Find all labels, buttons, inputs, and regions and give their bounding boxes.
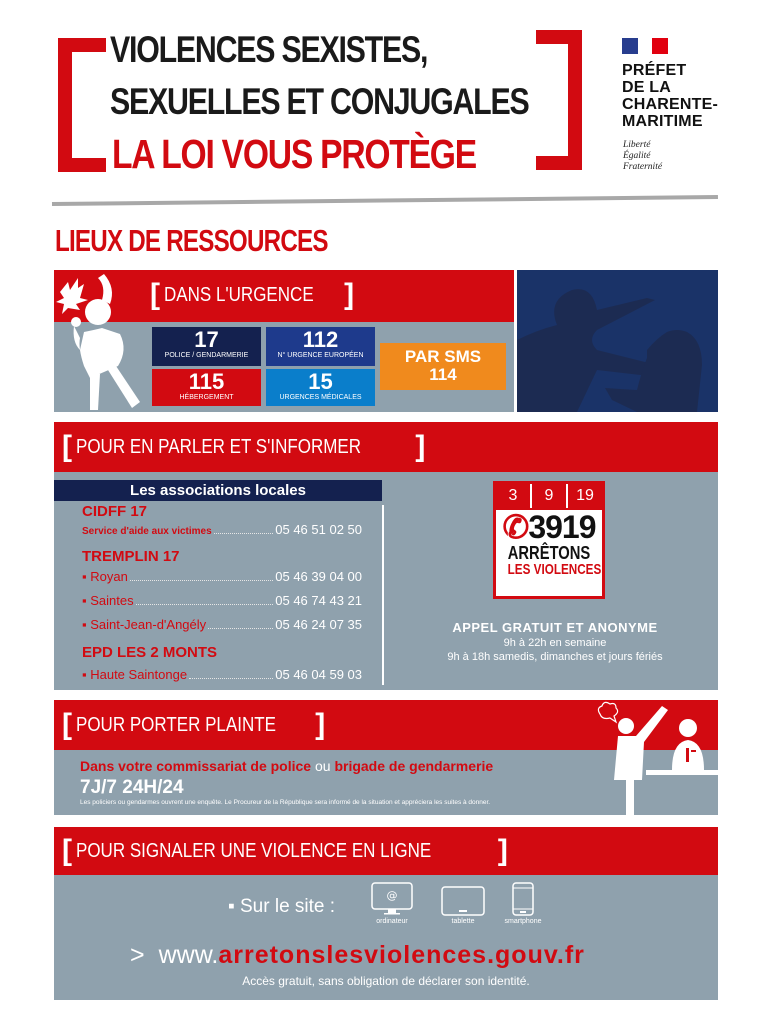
leader-dots — [130, 571, 273, 581]
logo-body — [496, 510, 602, 596]
headline-line-3: LA LOI VOUS PROTÈGE — [112, 131, 476, 177]
svg-text:@: @ — [386, 889, 398, 902]
tile-label: POLICE / GENDARMERIE — [164, 352, 249, 359]
tile-112-european — [266, 327, 375, 366]
tile-number: 15 — [308, 369, 333, 394]
helpline-hours-week: 9h à 22h en semaine — [503, 637, 607, 649]
prefet-logo-text — [622, 62, 718, 130]
tile-label: HÉBERGEMENT — [179, 394, 234, 401]
plainte-hours: 7J/7 24H/24 — [80, 777, 184, 798]
leader-dots — [208, 619, 273, 629]
devise-line: Liberté — [623, 140, 651, 150]
device-label: smartphone — [504, 918, 542, 925]
police-station-text: Dans votre commissariat de police — [80, 758, 312, 774]
signaler-title — [62, 836, 508, 866]
sms-label: PAR SMS — [404, 347, 482, 366]
urgence-title — [150, 280, 354, 310]
bracket-close: ] — [315, 708, 326, 741]
gendarmerie-text: brigade de gendarmerie — [334, 758, 494, 774]
prefet-line: CHARENTE- — [622, 96, 719, 113]
signaler-title-text: POUR SIGNALER UNE VIOLENCE EN LIGNE — [76, 839, 432, 862]
leader-dots — [136, 595, 274, 605]
section-title: LIEUX DE RESSOURCES — [55, 223, 328, 258]
bracket-open: [ — [150, 278, 160, 311]
logo-digit: 3 — [496, 484, 532, 508]
tablet-icon — [440, 886, 486, 916]
logo-digit: 19 — [576, 487, 594, 504]
phone-icon: ✆ — [502, 509, 529, 545]
parler-title — [62, 432, 425, 462]
contact-row — [82, 568, 362, 586]
bracket-close: ] — [415, 430, 426, 463]
org-epd — [82, 644, 362, 684]
contact-phone[interactable]: 05 46 04 59 03 — [275, 667, 362, 682]
contact-row — [82, 666, 362, 684]
bracket-open: [ — [62, 708, 72, 741]
device-label: tablette — [451, 918, 475, 925]
contact-place: ▪ Saint-Jean-d'Angély — [82, 617, 207, 632]
contact-place: ▪ Haute Saintonge — [82, 667, 188, 682]
on-site-label: ▪ Sur le site : — [228, 896, 336, 917]
device-computer — [370, 882, 414, 925]
logo-line1: ARRÊTONS — [507, 543, 591, 563]
org-cidff — [82, 503, 362, 541]
title-bracket-right — [536, 30, 582, 170]
plainte-where — [80, 757, 493, 775]
contact-phone[interactable]: 05 46 74 43 21 — [275, 593, 362, 608]
bracket-open: [ — [62, 834, 72, 867]
headline-line-1: VIOLENCES SEXISTES, — [110, 29, 428, 70]
url-domain: arretonslesviolences.gouv.fr — [218, 941, 585, 969]
devise-line: Égalité — [623, 151, 651, 161]
prefet-line: DE LA — [622, 79, 671, 96]
title-bracket-left — [58, 38, 106, 172]
contact-phone[interactable]: 05 46 51 02 50 — [275, 522, 362, 537]
complaint-desk-icon — [590, 700, 718, 815]
arrow-icon: > — [130, 941, 145, 969]
device-smartphone — [503, 882, 543, 925]
helpline-hours-weekend: 9h à 18h samedis, dimanches et jours fériés — [447, 651, 663, 663]
contact-place: Service d'aide aux victimes — [82, 526, 212, 537]
leader-dots — [189, 669, 273, 679]
org-tremplin — [82, 548, 362, 634]
bracket-close: ] — [344, 278, 355, 311]
plainte-note: Les policiers ou gendarmes ouvrent une enquête. Le Procureur de la République sera informé de la situation et appréciera les suites à donner. — [80, 799, 491, 806]
bracket-close: ] — [497, 834, 508, 867]
tile-number: 112 — [302, 327, 339, 352]
org-name: TREMPLIN 17 — [82, 548, 180, 565]
leader-dots — [214, 524, 274, 534]
sms-number: 114 — [429, 365, 457, 384]
website-link[interactable] — [130, 940, 585, 970]
contact-row — [82, 521, 362, 541]
contact-place: ▪ Saintes — [82, 593, 134, 608]
headline-line-2: SEXUELLES ET CONJUGALES — [110, 81, 529, 122]
prefet-line: MARITIME — [622, 113, 703, 130]
column-divider — [382, 505, 384, 685]
url-prefix: www. — [158, 941, 219, 969]
plainte-title-text: POUR PORTER PLAINTE — [76, 713, 276, 736]
contact-place: ▪ Royan — [82, 569, 128, 584]
org-name: CIDFF 17 — [82, 503, 148, 520]
distressed-woman-icon — [54, 270, 150, 412]
logo-3919 — [493, 481, 605, 599]
devise — [623, 140, 662, 173]
logo-number — [496, 510, 602, 544]
device-tablet — [440, 886, 486, 925]
access-note: Accès gratuit, sans obligation de déclarer son identité. — [242, 974, 530, 988]
contact-phone[interactable]: 05 46 24 07 35 — [275, 617, 362, 632]
tile-label: URGENCES MÉDICALES — [279, 394, 362, 401]
helpline-info — [400, 620, 710, 664]
violence-silhouette-image — [517, 270, 718, 412]
tile-15-medical — [266, 369, 375, 406]
tile-label: N° URGENCE EUROPÉEN — [277, 352, 364, 359]
computer-icon — [370, 882, 414, 916]
devise-line: Fraternité — [623, 162, 663, 172]
contact-row — [82, 592, 362, 610]
tile-17-police — [152, 327, 261, 366]
org-name: EPD LES 2 MONTS — [82, 644, 218, 661]
marianne-flag-icon — [622, 38, 668, 54]
bracket-open: [ — [62, 430, 72, 463]
or-text: ou — [311, 758, 335, 774]
logo-number-text: 3919 — [528, 509, 596, 545]
logo-line2: LES VIOLENCES — [507, 561, 602, 578]
logo-digit: 9 — [532, 484, 568, 508]
tile-115-hebergement — [152, 369, 261, 406]
associations-header: Les associations locales — [54, 480, 382, 501]
tile-number: 115 — [188, 369, 225, 394]
smartphone-icon — [503, 882, 543, 916]
plainte-title — [62, 710, 325, 740]
tile-number: 17 — [194, 327, 219, 352]
contact-phone[interactable]: 05 46 39 04 00 — [275, 569, 362, 584]
contact-row — [82, 616, 362, 634]
divider — [52, 195, 718, 206]
logo-digit-row — [496, 484, 602, 508]
urgence-title-text: DANS L'URGENCE — [164, 283, 314, 306]
helpline-title: APPEL GRATUIT ET ANONYME — [452, 620, 658, 635]
prefet-line: PRÉFET — [622, 62, 687, 79]
device-label: ordinateur — [376, 918, 408, 925]
tile-sms-114 — [380, 343, 506, 390]
parler-title-text: POUR EN PARLER ET S'INFORMER — [76, 435, 362, 458]
